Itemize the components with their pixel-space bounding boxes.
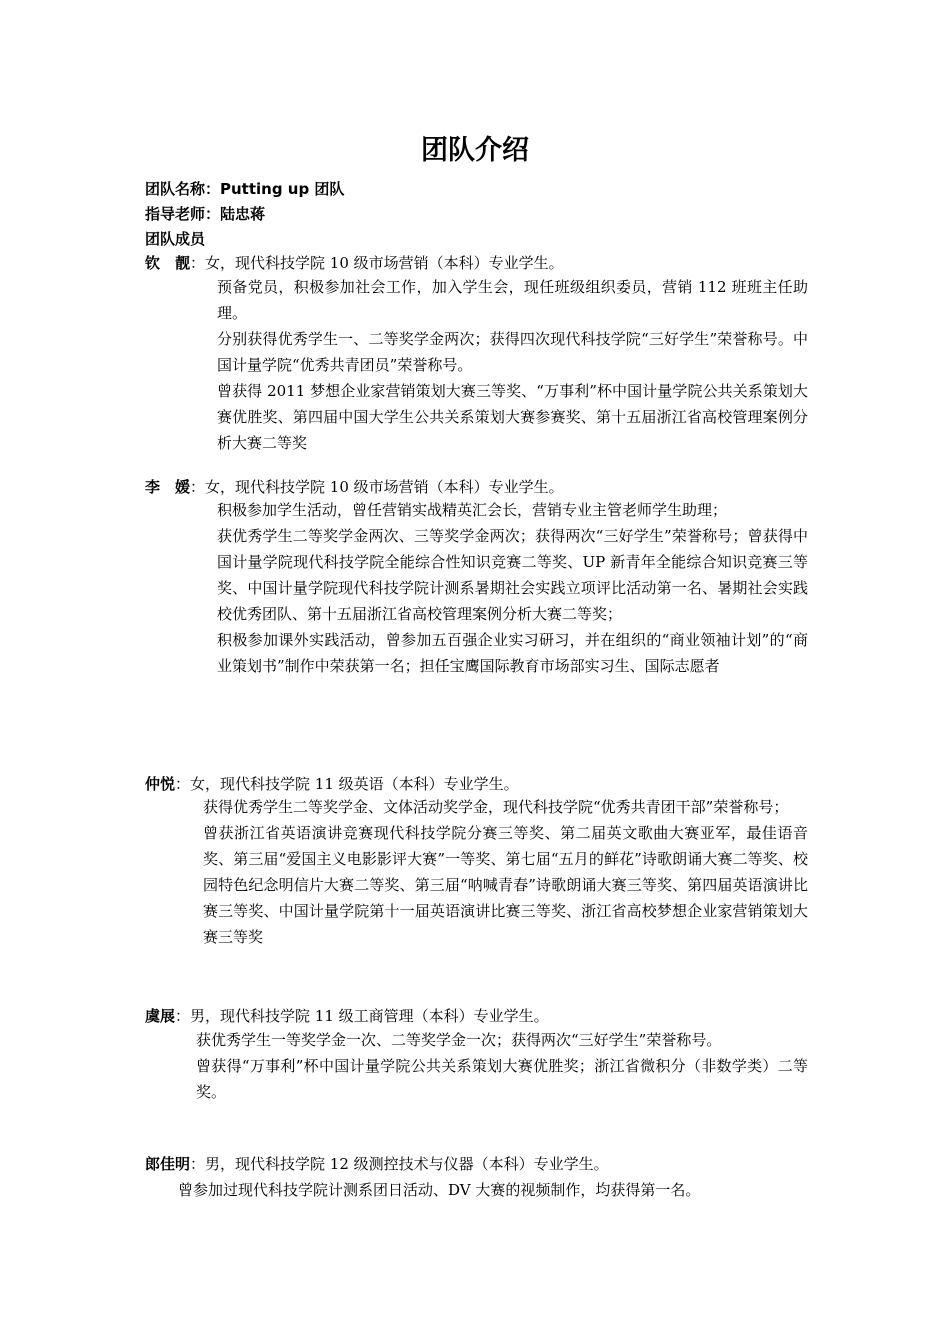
member-description: [217, 497, 808, 679]
member-heading: [145, 252, 564, 274]
member-name: 仲悦: [145, 775, 176, 793]
member-summary: ：女，现代科技学院 10 级市场营销（本科）专业学生。: [190, 254, 564, 272]
member-summary: ：女，现代科技学院 11 级英语（本科）专业学生。: [175, 775, 519, 793]
member-paragraph: 分别获得优秀学生一、二等奖学金两次；获得四次现代科技学院“三好学生”荣誉称号。中国计量学院“优秀共青团员”荣誉称号。: [217, 330, 808, 374]
member-paragraph: 曾获得 2011 梦想企业家营销策划大赛三等奖、“万事利”杯中国计量学院公共关系策划大赛优胜奖、第四届中国大学生公共关系策划大赛参赛奖、第十五届浙江省高校管理案例分析大赛二等奖: [217, 382, 808, 452]
member-description: [203, 794, 808, 950]
member-name: 郎佳明: [145, 1155, 191, 1173]
team-name: 团队名称：Putting up 团队: [145, 180, 345, 198]
member-description: [196, 1027, 808, 1105]
member-paragraph: 预备党员，积极参加社会工作，加入学生会，现任班级组织委员，营销 112 班班主任助理。: [217, 278, 808, 322]
member-name: 李 媛: [145, 478, 191, 496]
member-paragraph: 曾获浙江省英语演讲竞赛现代科技学院分赛三等奖、第二届英文歌曲大赛亚军，最佳语音奖、第三届“爱国主义电影影评大赛”一等奖、第七届“五月的鲜花”诗歌朗诵大赛二等奖、校园特色纪念明信片大赛二等奖、第三届“呐喊青春”诗歌朗诵大赛三等奖、第四届英语演讲比赛三等奖、中国计量学院第十一届英语演讲比赛三等奖、浙江省高校梦想企业家营销策划大赛三等奖: [203, 824, 808, 946]
member-paragraph: 曾获得“万事利”杯中国计量学院公共关系策划大赛优胜奖；浙江省微积分（非数学类）二等奖。: [196, 1057, 808, 1101]
member-heading: [145, 476, 564, 498]
member-description: [217, 274, 808, 456]
member-paragraph: 获优秀学生一等奖学金一次、二等奖学金一次；获得两次“三好学生”荣誉称号。: [196, 1031, 722, 1049]
member-paragraph: 获优秀学生二等奖学金两次、三等奖学金两次；获得两次“三好学生”荣誉称号；曾获得中国计量学院现代科技学院全能综合性知识竞赛二等奖、UP 新青年全能综合知识竞赛三等奖、中国计量学院现代科技学院计测系暑期社会实践立项评比活动第一名、暑期社会实践校优秀团队、第十五届浙江省高校管理案例分析大赛二等奖；: [217, 527, 808, 623]
member-name: 钦 靓: [145, 254, 191, 272]
member-description: [178, 1177, 808, 1203]
member-paragraph: 积极参加学生活动，曾任营销实战精英汇会长，营销专业主管老师学生助理；: [217, 501, 728, 519]
page-title: 团队介绍: [421, 135, 529, 166]
member-heading: [145, 1005, 549, 1027]
member-heading: [145, 1153, 609, 1175]
member-heading: [145, 773, 519, 795]
member-paragraph: 积极参加课外实践活动，曾参加五百强企业实习研习，并在组织的“商业领袖计划”的“商业策划书”制作中荣获第一名；担任宝鹰国际教育市场部实习生、国际志愿者: [217, 631, 808, 675]
member-summary: ：男，现代科技学院 11 级工商管理（本科）专业学生。: [175, 1007, 549, 1025]
member-summary: ：女，现代科技学院 10 级市场营销（本科）专业学生。: [190, 478, 564, 496]
members-heading: 团队成员: [145, 230, 206, 248]
member-name: 虞展: [145, 1007, 176, 1025]
member-paragraph: 获得优秀学生二等奖学金、文体活动奖学金，现代科技学院“优秀共青团干部”荣誉称号；: [203, 798, 789, 816]
advisor: 指导老师：陆忠蒋: [145, 205, 266, 223]
member-summary: ：男，现代科技学院 12 级测控技术与仪器（本科）专业学生。: [190, 1155, 609, 1173]
member-paragraph: 曾参加过现代科技学院计测系团日活动、DV 大赛的视频制作，均获得第一名。: [178, 1181, 701, 1199]
